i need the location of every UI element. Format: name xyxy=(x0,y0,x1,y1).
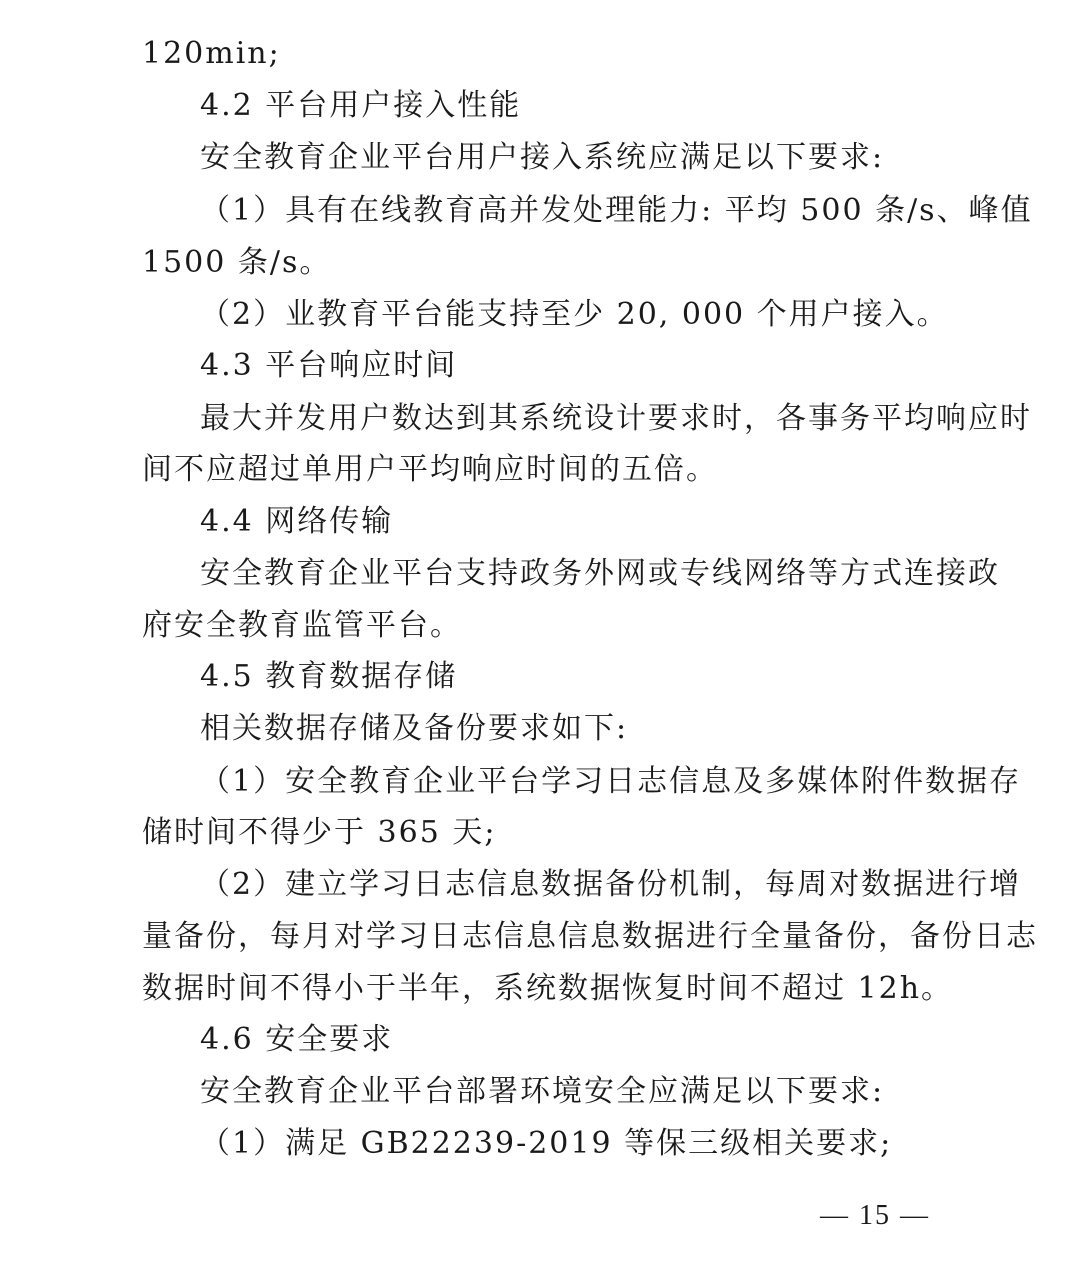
text-line-1: 120min; xyxy=(142,36,281,71)
text-line-6: （2）业教育平台能支持至少 20, 000 个用户接入。 xyxy=(200,297,949,332)
section-heading-4-6: 4.6 安全要求 xyxy=(200,1022,394,1057)
section-heading-4-4: 4.4 网络传输 xyxy=(200,504,394,539)
text-line-9: 间不应超过单用户平均响应时间的五倍。 xyxy=(142,452,718,487)
text-line-22: （1）满足 GB22239-2019 等保三级相关要求; xyxy=(200,1126,893,1161)
text-line-17: （2）建立学习日志信息数据备份机制，每周对数据进行增 xyxy=(200,867,1022,902)
text-line-4: （1）具有在线教育高并发处理能力: 平均 500 条/s、峰值 xyxy=(200,193,1033,228)
section-heading-4-2: 4.2 平台用户接入性能 xyxy=(200,88,522,123)
text-line-11: 安全教育企业平台支持政务外网或专线网络等方式连接政 xyxy=(200,556,1000,591)
text-line-12: 府安全教育监管平台。 xyxy=(142,608,462,643)
section-heading-4-5: 4.5 教育数据存储 xyxy=(200,659,458,694)
text-line-3: 安全教育企业平台用户接入系统应满足以下要求: xyxy=(200,140,885,175)
page-number: — 15 — xyxy=(820,1200,930,1231)
text-line-18: 量备份，每月对学习日志信息信息数据进行全量备份，备份日志 xyxy=(142,919,1038,954)
text-line-19: 数据时间不得小于半年，系统数据恢复时间不超过 12h。 xyxy=(142,971,954,1006)
text-line-8: 最大并发用户数达到其系统设计要求时，各事务平均响应时 xyxy=(200,401,1032,436)
text-line-15: （1）安全教育企业平台学习日志信息及多媒体附件数据存 xyxy=(200,764,1022,799)
text-line-14: 相关数据存储及备份要求如下: xyxy=(200,711,629,746)
text-line-21: 安全教育企业平台部署环境安全应满足以下要求: xyxy=(200,1074,885,1109)
section-heading-4-3: 4.3 平台响应时间 xyxy=(200,348,458,383)
text-line-5: 1500 条/s。 xyxy=(142,245,332,280)
text-line-16: 储时间不得少于 365 天; xyxy=(142,815,497,850)
